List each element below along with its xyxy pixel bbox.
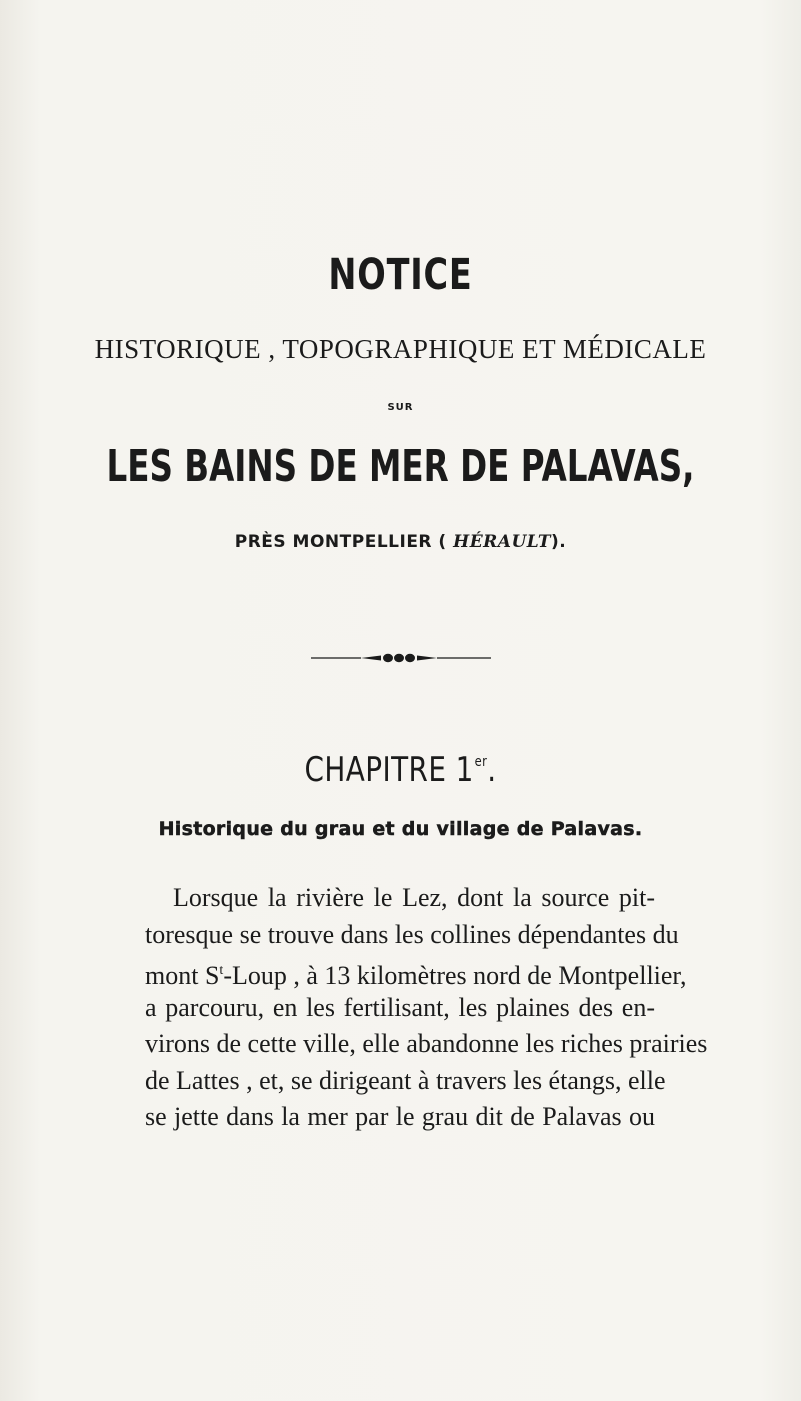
paragraph-text: mont S [145,961,220,990]
chapter-label: CHAPITRE 1 [304,750,474,790]
page-title: NOTICE [328,250,473,300]
paragraph-line: a parcouru, en les fertilisant, les plaines des en- [145,992,655,1022]
chapter-ordinal: er [474,754,488,770]
paragraph-line: Lorsque la rivière le Lez, dont la source pit- [173,883,655,912]
sur-label: SUR [387,402,414,413]
section-heading: Historique du grau et du village de Palavas. [158,818,643,840]
paragraph-line: de Lattes , et, se dirigeant à travers les étangs, elle [145,1065,666,1095]
paragraph-line: toresque se trouve dans les collines dépendantes du [145,919,679,949]
location-region: HÉRAULT [453,532,552,552]
chapter-heading [72,750,729,790]
chapter-period: . [487,750,497,790]
ornament-divider-icon [311,651,491,665]
location-prefix: PRÈS MONTPELLIER ( [234,532,447,552]
subtitle: HISTORIQUE , TOPOGRAPHIQUE ET MÉDICALE [94,334,707,364]
paragraph-text: -Loup , à 13 kilomètres nord de Montpellier, [223,961,687,990]
location-suffix: ). [551,532,567,552]
location-line [0,532,801,552]
superscript: t [219,963,224,978]
body-paragraph [145,880,708,1136]
paragraph-line [145,953,687,990]
paragraph-line: se jette dans la mer par le grau dit de Palavas ou [145,1102,655,1131]
paragraph-line: virons de cette ville, elle abandonne les riches prairies [145,1029,708,1058]
main-title: LES BAINS DE MER DE PALAVAS, [106,441,695,492]
